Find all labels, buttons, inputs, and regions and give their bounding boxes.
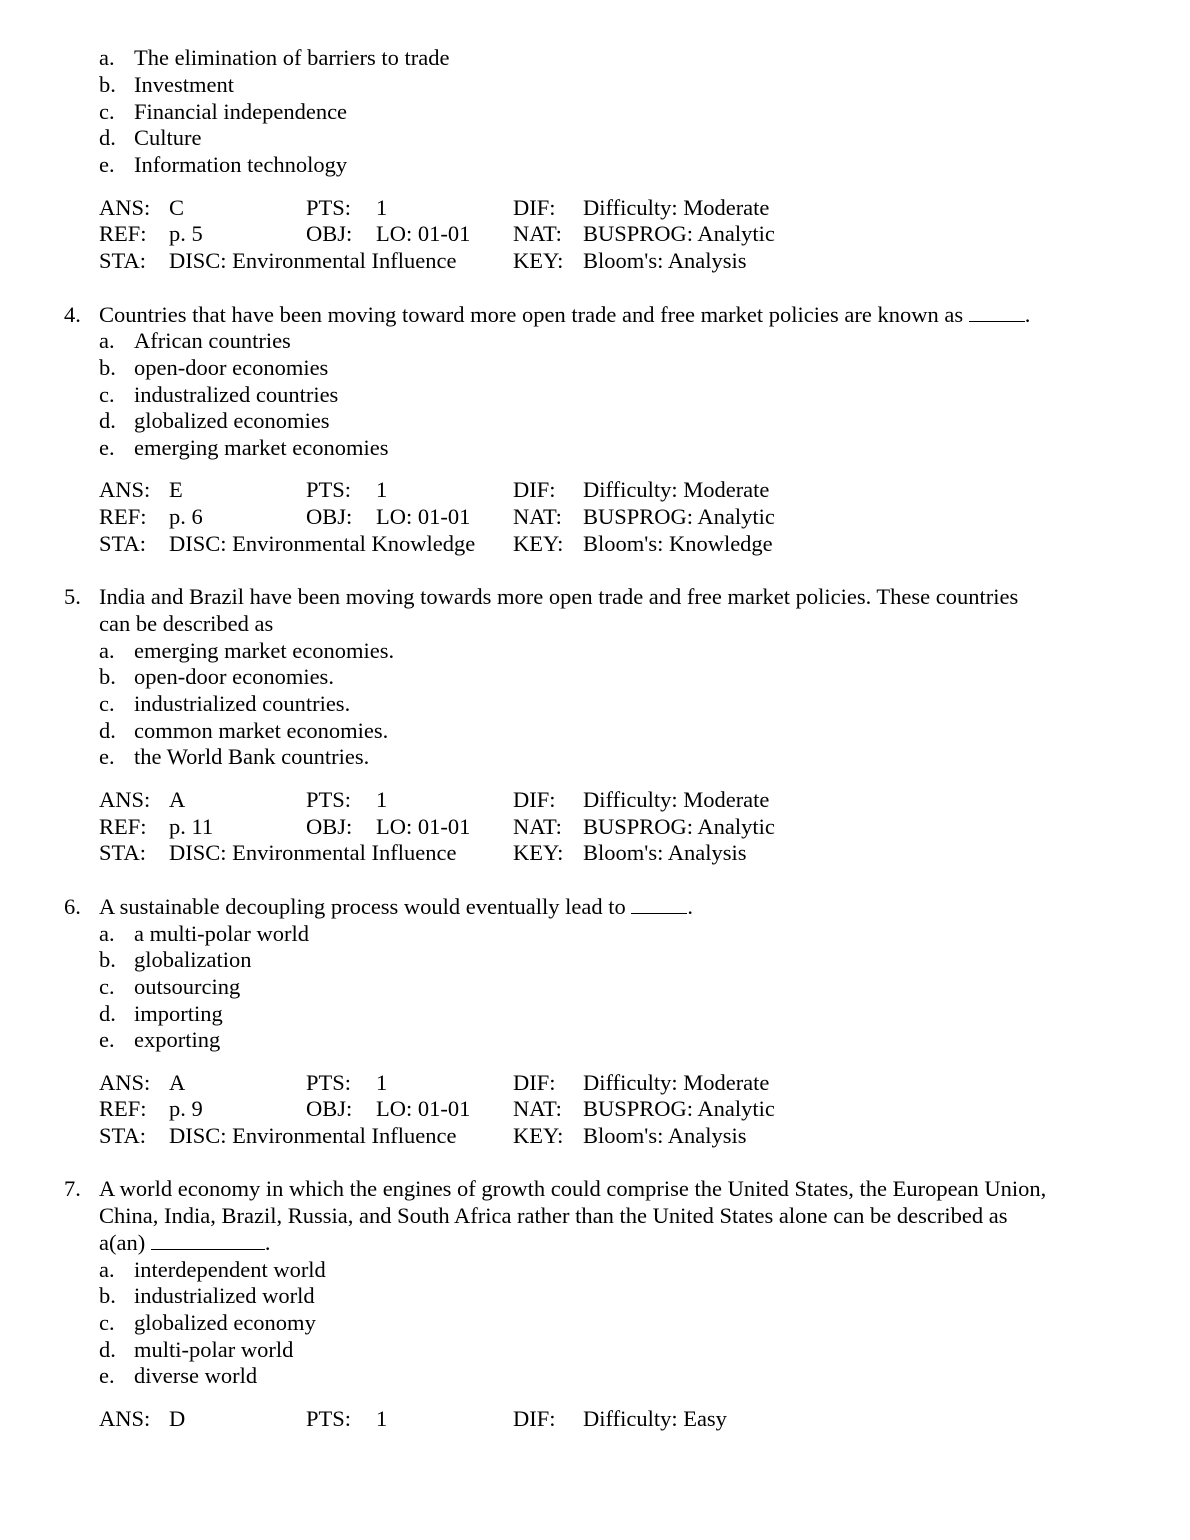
choice-letter: b. (99, 1283, 116, 1308)
choice-letter: d. (99, 125, 116, 150)
pts-value: 1 (376, 477, 388, 502)
dif-label: DIF: (513, 195, 556, 220)
question-end-punct: . (687, 894, 694, 919)
pts-value: 1 (376, 787, 388, 812)
dif-value: Difficulty: Moderate (583, 1070, 770, 1095)
nat-label: NAT: (513, 814, 562, 839)
question-end-punct: . (264, 1230, 271, 1255)
sta-value: DISC: Environmental Influence (169, 1123, 457, 1148)
choice-text: emerging market economies. (134, 638, 395, 663)
choice-text: common market economies. (134, 718, 389, 743)
dif-value: Difficulty: Moderate (583, 477, 770, 502)
ans-label: ANS: (99, 1406, 151, 1431)
answer-blank (969, 303, 1025, 322)
choice-text: industralized countries (134, 382, 339, 407)
question-text-cont: can be described as (99, 611, 274, 636)
question-number: 5. (64, 584, 81, 609)
nat-value: BUSPROG: Analytic (583, 814, 775, 839)
question-text (99, 893, 693, 920)
nat-label: NAT: (513, 1096, 562, 1121)
obj-label: OBJ: (306, 814, 353, 839)
choice-text: open-door economies. (134, 664, 334, 689)
sta-label: STA: (99, 531, 146, 556)
choice-text: globalization (134, 947, 252, 972)
ans-label: ANS: (99, 787, 151, 812)
pts-label: PTS: (306, 195, 352, 220)
dif-value: Difficulty: Moderate (583, 787, 770, 812)
choice-letter: e. (99, 1027, 115, 1052)
question-end-punct: . (1024, 302, 1031, 327)
question-text (99, 301, 1030, 328)
answer-blank (631, 895, 687, 914)
nat-value: BUSPROG: Analytic (583, 221, 775, 246)
choice-text: interdependent world (134, 1257, 326, 1282)
answer-blank (151, 1231, 265, 1250)
nat-value: BUSPROG: Analytic (583, 504, 775, 529)
choice-text: open-door economies (134, 355, 329, 380)
key-label: KEY: (513, 1123, 564, 1148)
sta-value: DISC: Environmental Influence (169, 840, 457, 865)
ans-value: A (169, 1070, 186, 1095)
ref-value: p. 5 (169, 221, 203, 246)
key-value: Bloom's: Analysis (583, 840, 747, 865)
question-text: India and Brazil have been moving towards more open trade and free market policies. These countries (99, 584, 1019, 609)
pts-label: PTS: (306, 1070, 352, 1095)
choice-text: The elimination of barriers to trade (134, 45, 450, 70)
question-stem: Countries that have been moving toward more open trade and free market policies are known as (99, 302, 964, 327)
sta-label: STA: (99, 840, 146, 865)
question-number: 6. (64, 894, 81, 919)
ans-value: E (169, 477, 183, 502)
choice-letter: e. (99, 744, 115, 769)
choice-text: globalized economies (134, 408, 330, 433)
ref-value: p. 6 (169, 504, 203, 529)
question-stem: A sustainable decoupling process would eventually lead to (99, 894, 626, 919)
ans-label: ANS: (99, 195, 151, 220)
choice-text: a multi-polar world (134, 921, 309, 946)
choice-letter: e. (99, 435, 115, 460)
dif-label: DIF: (513, 477, 556, 502)
choice-letter: d. (99, 1001, 116, 1026)
choice-letter: b. (99, 664, 116, 689)
choice-letter: b. (99, 947, 116, 972)
choice-letter: e. (99, 1363, 115, 1388)
obj-value: LO: 01-01 (376, 1096, 471, 1121)
sta-label: STA: (99, 1123, 146, 1148)
obj-value: LO: 01-01 (376, 814, 471, 839)
choice-text: the World Bank countries. (134, 744, 370, 769)
choice-text: industrialized countries. (134, 691, 351, 716)
choice-letter: a. (99, 638, 115, 663)
choice-letter: d. (99, 718, 116, 743)
ref-value: p. 9 (169, 1096, 203, 1121)
question-number: 7. (64, 1176, 81, 1201)
dif-value: Difficulty: Easy (583, 1406, 727, 1431)
obj-value: LO: 01-01 (376, 504, 471, 529)
nat-label: NAT: (513, 504, 562, 529)
obj-label: OBJ: (306, 221, 353, 246)
ref-label: REF: (99, 504, 147, 529)
choice-text: Financial independence (134, 99, 348, 124)
ref-label: REF: (99, 221, 147, 246)
question-text-cont: China, India, Brazil, Russia, and South Africa rather than the United States alone can be described as (99, 1203, 1008, 1228)
question-number: 4. (64, 302, 81, 327)
key-label: KEY: (513, 840, 564, 865)
pts-label: PTS: (306, 1406, 352, 1431)
nat-value: BUSPROG: Analytic (583, 1096, 775, 1121)
choice-text: exporting (134, 1027, 221, 1052)
key-value: Bloom's: Analysis (583, 1123, 747, 1148)
choice-letter: c. (99, 691, 115, 716)
choice-text: outsourcing (134, 974, 241, 999)
choice-letter: b. (99, 72, 116, 97)
choice-letter: b. (99, 355, 116, 380)
ans-label: ANS: (99, 1070, 151, 1095)
ans-label: ANS: (99, 477, 151, 502)
dif-label: DIF: (513, 787, 556, 812)
choice-text: Information technology (134, 152, 348, 177)
pts-label: PTS: (306, 787, 352, 812)
dif-label: DIF: (513, 1070, 556, 1095)
choice-text: diverse world (134, 1363, 258, 1388)
choice-letter: a. (99, 328, 115, 353)
obj-value: LO: 01-01 (376, 221, 471, 246)
ref-value: p. 11 (169, 814, 214, 839)
ref-label: REF: (99, 814, 147, 839)
choice-text: African countries (134, 328, 291, 353)
question-stem-end: a(an) (99, 1230, 146, 1255)
ans-value: D (169, 1406, 186, 1431)
key-value: Bloom's: Knowledge (583, 531, 773, 556)
choice-text: industrialized world (134, 1283, 315, 1308)
question-text-cont (99, 1229, 270, 1256)
choice-text: importing (134, 1001, 223, 1026)
choice-letter: c. (99, 1310, 115, 1335)
choice-text: multi-polar world (134, 1337, 294, 1362)
obj-label: OBJ: (306, 504, 353, 529)
obj-label: OBJ: (306, 1096, 353, 1121)
key-label: KEY: (513, 531, 564, 556)
key-label: KEY: (513, 248, 564, 273)
pts-label: PTS: (306, 477, 352, 502)
choice-text: Investment (134, 72, 234, 97)
ref-label: REF: (99, 1096, 147, 1121)
choice-letter: d. (99, 1337, 116, 1362)
choice-text: Culture (134, 125, 202, 150)
dif-label: DIF: (513, 1406, 556, 1431)
ans-value: A (169, 787, 186, 812)
sta-value: DISC: Environmental Knowledge (169, 531, 476, 556)
choice-letter: e. (99, 152, 115, 177)
sta-value: DISC: Environmental Influence (169, 248, 457, 273)
ans-value: C (169, 195, 185, 220)
choice-letter: d. (99, 408, 116, 433)
choice-letter: c. (99, 382, 115, 407)
dif-value: Difficulty: Moderate (583, 195, 770, 220)
nat-label: NAT: (513, 221, 562, 246)
choice-letter: c. (99, 99, 115, 124)
sta-label: STA: (99, 248, 146, 273)
choice-letter: a. (99, 921, 115, 946)
choice-text: globalized economy (134, 1310, 316, 1335)
pts-value: 1 (376, 195, 388, 220)
pts-value: 1 (376, 1070, 388, 1095)
choice-letter: c. (99, 974, 115, 999)
choice-letter: a. (99, 45, 115, 70)
pts-value: 1 (376, 1406, 388, 1431)
choice-text: emerging market economies (134, 435, 389, 460)
choice-letter: a. (99, 1257, 115, 1282)
key-value: Bloom's: Analysis (583, 248, 747, 273)
question-text: A world economy in which the engines of growth could comprise the United States, the European Union, (99, 1176, 1047, 1201)
